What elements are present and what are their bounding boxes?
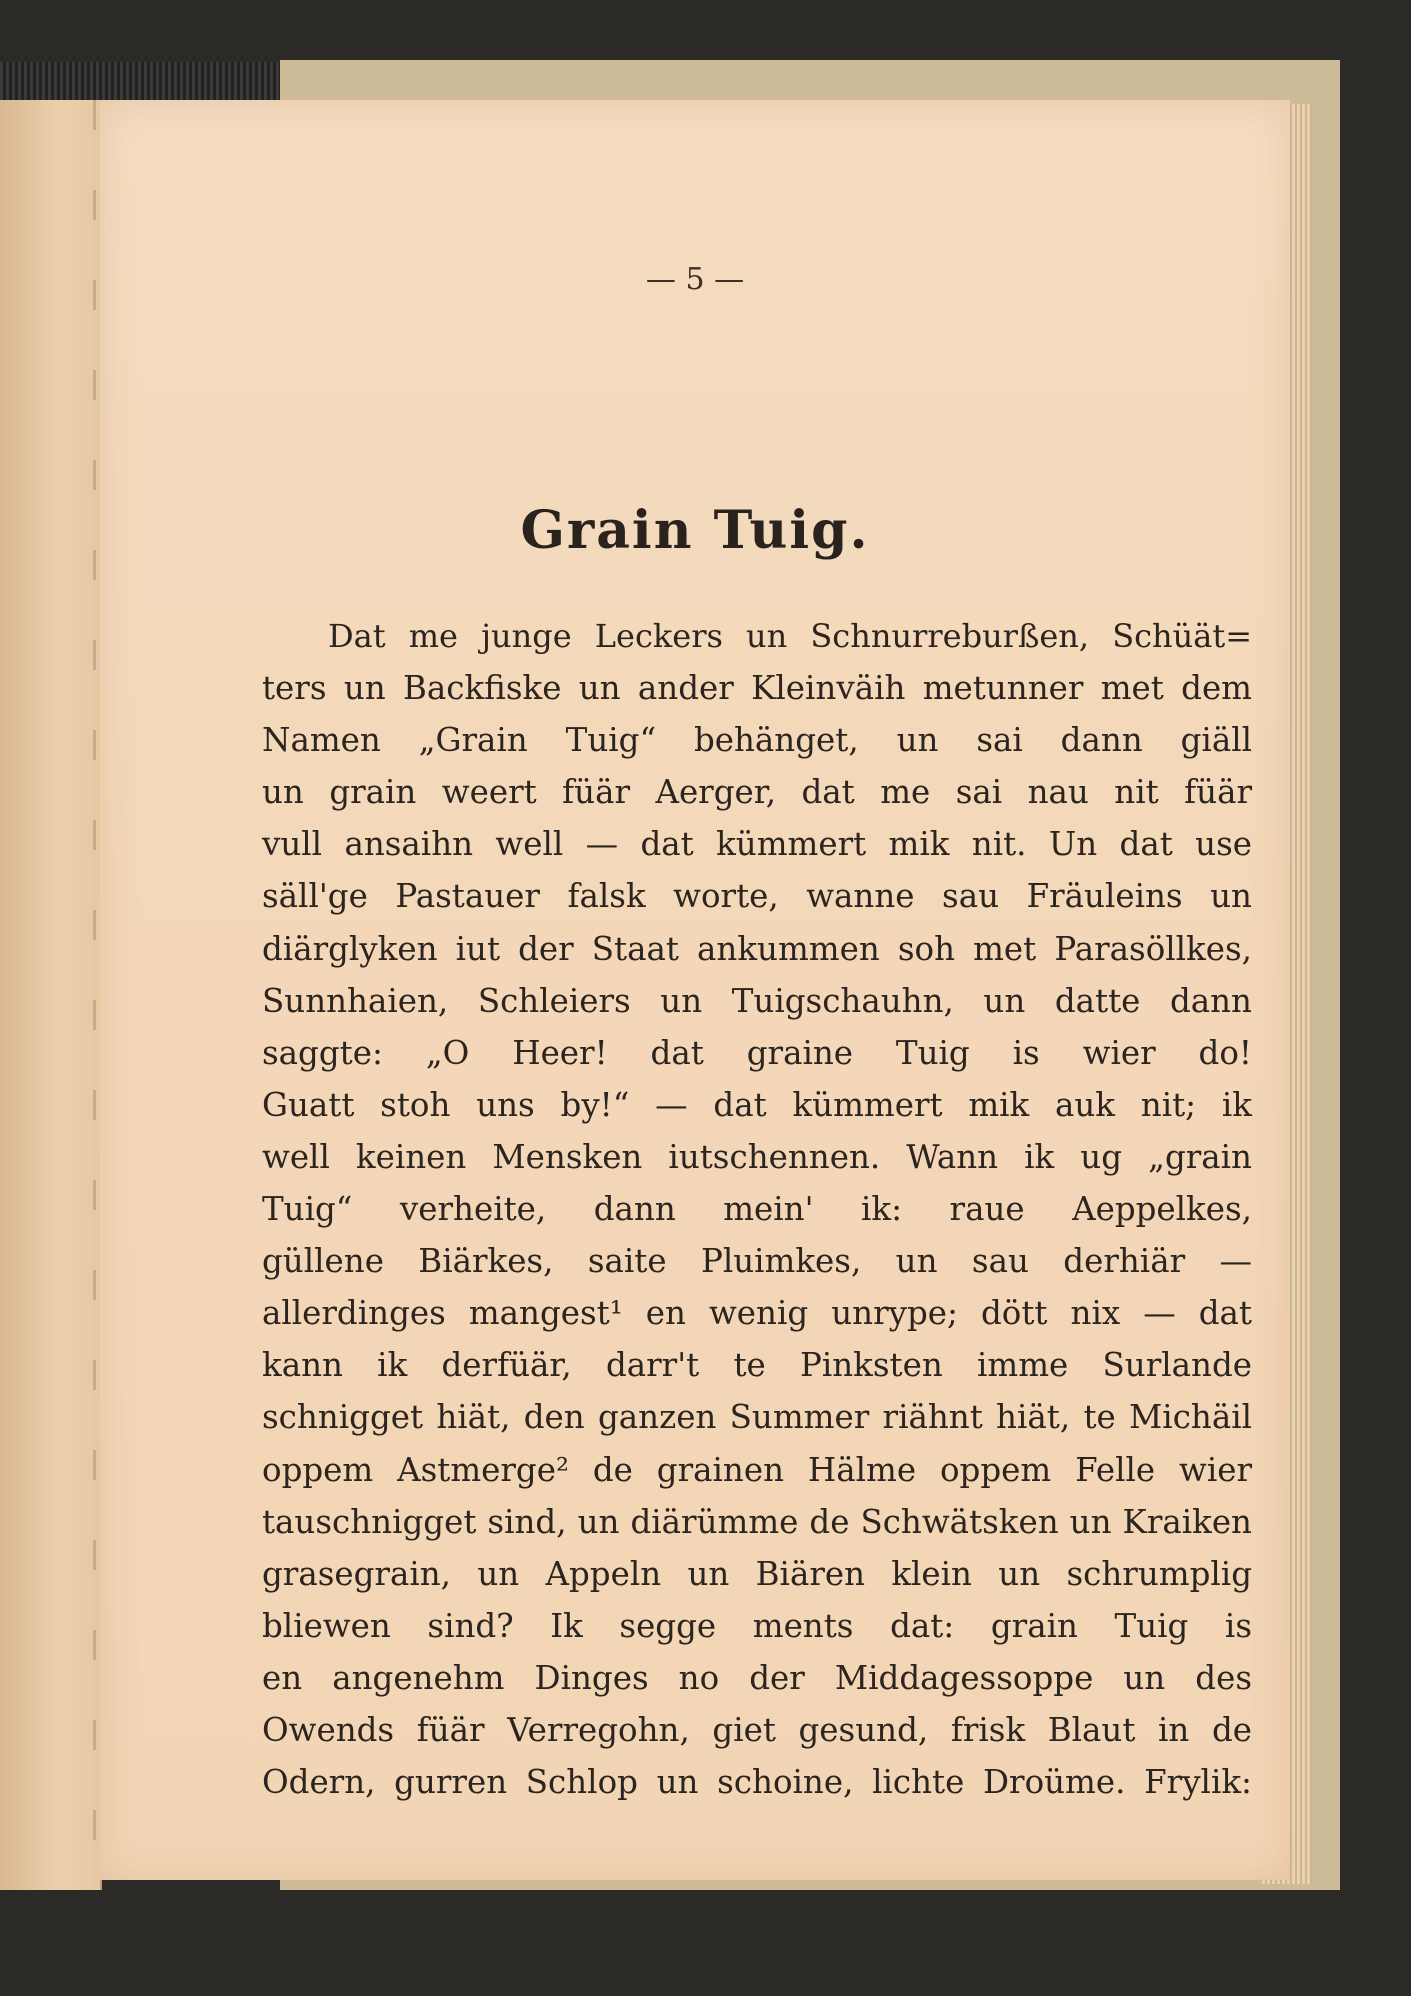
text-line: Owends füär Verregohn, giet gesund, frisk Blaut in de xyxy=(262,1710,1252,1749)
text-line: oppem Astmerge² de grainen Hälme oppem Felle wier xyxy=(262,1450,1252,1489)
text-line: Dat me junge Leckers un Schnurreburßen, Schüät= xyxy=(328,617,1252,655)
body-text xyxy=(262,610,1252,1808)
text-line: saggte: „O Heer! dat graine Tuig is wier do! xyxy=(262,1033,1252,1072)
text-line: un grain weert füär Aerger, dat me sai nau nit füär xyxy=(262,773,1252,812)
book-page xyxy=(100,100,1290,1880)
text-line: Sunnhaien, Schleiers un Tuigschauhn, un datte dann xyxy=(262,981,1252,1020)
text-line: Namen „Grain Tuig“ behänget, un sai dann giäll xyxy=(262,721,1252,760)
page-number: — 5 — xyxy=(645,262,745,297)
text-line: grasegrain, un Appeln un Biären klein un schrumplig xyxy=(262,1554,1252,1593)
left-page-edge xyxy=(0,100,102,1890)
text-line: en angenehm Dinges no der Middagessoppe un des xyxy=(262,1658,1252,1697)
text-line: schnigget hiät, den ganzen Summer riähnt hiät, te Michäil xyxy=(262,1398,1252,1437)
text-line: säll'ge Pastauer falsk worte, wanne sau Fräuleins un xyxy=(262,877,1252,916)
text-line: bliewen sind? Ik segge ments dat: grain Tuig is xyxy=(262,1606,1252,1645)
text-line: vull ansaihn well — dat kümmert mik nit. Un dat use xyxy=(262,825,1252,864)
text-line: güllene Biärkes, saite Pluimkes, un sau derhiär — xyxy=(262,1242,1252,1281)
text-line: Guatt stoh uns by!“ — dat kümmert mik auk nit; ik xyxy=(262,1085,1252,1124)
text-line: kann ik derfüär, darr't te Pinksten imme Surlande xyxy=(262,1346,1252,1385)
text-line: allerdinges mangest¹ en wenig unrype; dött nix — dat xyxy=(262,1294,1252,1333)
text-line: well keinen Mensken iutschennen. Wann ik ug „grain xyxy=(262,1137,1252,1176)
text-line: Odern, gurren Schlop un schoine, lichte Droüme. Frylik: xyxy=(262,1763,1252,1802)
text-line: tauschnigget sind, un diärümme de Schwätsken un Kraiken xyxy=(262,1502,1252,1541)
text-line: Tuig“ verheite, dann mein' ik: raue Aeppelkes, xyxy=(262,1190,1252,1229)
chapter-title: Grain Tuig. xyxy=(520,500,870,561)
text-line: ters un Backfiske un ander Kleinväih metunner met dem xyxy=(262,669,1252,708)
text-line: diärglyken iut der Staat ankummen soh met Parasöllkes, xyxy=(262,929,1252,968)
